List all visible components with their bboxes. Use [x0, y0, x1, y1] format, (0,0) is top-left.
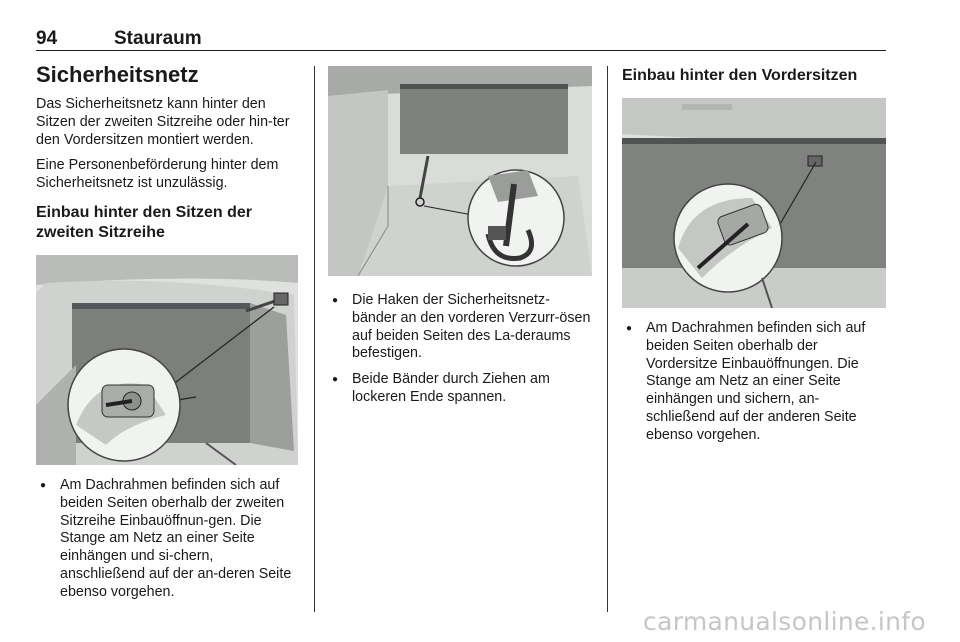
- list-item: ● Am Dachrahmen befinden sich auf beiden Seiten oberhalb der Vordersitze Einbauöffnungen. Die Stange am Netz an einer Seite einhängen und sichern, an-schließend auf der anderen Seite ebenso vorgehen.: [622, 320, 888, 445]
- subsection-heading-front-seats: Einbau hinter den Vordersitzen: [622, 67, 858, 84]
- page-header: [36, 28, 886, 52]
- instruction-list-second-row: [36, 477, 300, 602]
- header-rule: [36, 50, 886, 51]
- column-divider-1: [314, 66, 315, 612]
- illustration-net-second-row: [36, 255, 298, 465]
- illustration-cargo-hooks: [328, 66, 592, 276]
- page-number: 94: [36, 28, 58, 49]
- warning-paragraph: Eine Personenbeförderung hinter dem Sicherheitsnetz ist unzulässig.: [36, 157, 279, 192]
- illustration-net-front-seats: [622, 98, 886, 308]
- column-3: [622, 62, 888, 445]
- intro-paragraph: Das Sicherheitsnetz kann hinter den Sitzen der zweiten Sitzreihe oder hin-ter den Vordersitzen montiert werden.: [36, 96, 290, 148]
- list-item: ● Am Dachrahmen befinden sich auf beiden Seiten oberhalb der zweiten Sitzreihe Einbauöffnun-gen. Die Stange am Netz an einer Seite einhängen und si-chern, anschließend auf der an-deren Seite ebenso vorgehen.: [36, 477, 300, 602]
- chapter-title: Stauraum: [114, 28, 202, 49]
- list-item: ● Beide Bänder durch Ziehen am lockeren Ende spannen.: [328, 371, 594, 407]
- instruction-list-front-seats: [622, 320, 888, 445]
- column-divider-2: [607, 66, 608, 612]
- section-title: Sicherheitsnetz: [36, 62, 199, 87]
- list-item: ● Die Haken der Sicherheitsnetz-bänder an den vorderen Verzurr-ösen auf beiden Seiten des La-deraums befestigen.: [328, 292, 594, 363]
- watermark: carmanualsonline.info: [643, 607, 926, 636]
- instruction-list-hooks: [328, 292, 594, 407]
- column-1: [36, 62, 300, 602]
- column-2: [328, 62, 594, 407]
- subsection-heading-second-row: Einbau hinter den Sitzen der zweiten Sitzreihe: [36, 203, 253, 241]
